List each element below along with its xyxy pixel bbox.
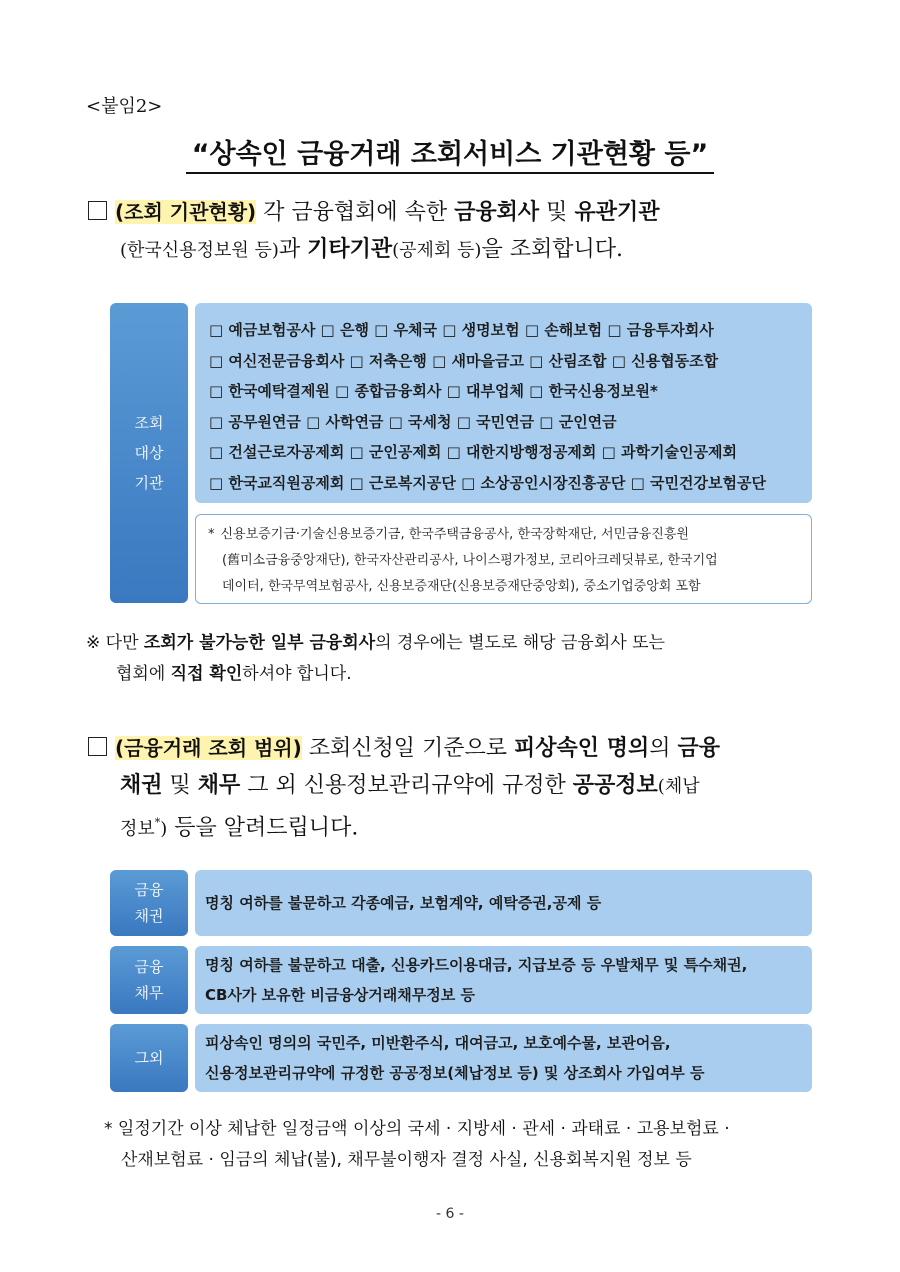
list-item: □ 예금보험공사 □ 은행 □ 우체국 □ 생명보험 □ 손해보험 □ 금융투자회사 xyxy=(209,321,714,339)
institution-note: * 신용보증기금·기술신용보증기금, 한국주택금융공사, 한국장학재단, 서민금융진흥원 (舊미소금융중앙재단), 한국자산관리공사, 나이스평가정보, 코리아크레딧뷰로, 한국기업 데이터, 한국무역보험공사, 신용보증재단(신용보증재단중앙회), 중소기업중앙회 포함 xyxy=(195,514,812,604)
section-heading: (조회 기관현황) xyxy=(115,200,257,224)
remark-note: ※ 다만 조회가 불가능한 일부 금융회사의 경우에는 별도로 해당 금융회사 또는 협회에 직접 확인하셔야 합니다. xyxy=(86,633,665,684)
footnote: * 일정기간 이상 체납한 일정금액 이상의 국세 · 지방세 · 관세 · 과태료 · 고용보험료 · 산재보험료 · 임금의 체납(불), 채무불이행자 결정 사실, 신용회복지원 정보 등 xyxy=(104,1119,730,1170)
institution-list xyxy=(195,303,812,503)
page-number: - 6 - xyxy=(436,1206,464,1222)
list-item: □ 여신전문금융회사 □ 저축은행 □ 새마을금고 □ 산림조합 □ 신용협동조합 xyxy=(209,351,719,370)
checkbox-icon xyxy=(88,201,107,220)
checkbox-icon xyxy=(88,737,107,756)
list-item: □ 한국예탁결제원 □ 종합금융회사 □ 대부업체 □ 한국신용정보원* xyxy=(209,382,658,400)
list-item: □ 건설근로자공제회 □ 군인공제회 □ 대한지방행정공제회 □ 과학기술인공제회 xyxy=(209,443,737,461)
row-label-others: 그외 xyxy=(110,1024,188,1092)
list-item: □ 한국교직원공제회 □ 근로복지공단 □ 소상공인시장진흥공단 □ 국민건강보험공단 xyxy=(209,473,766,492)
list-item: □ 공무원연금 □ 사학연금 □ 국세청 □ 국민연금 □ 군인연금 xyxy=(209,412,617,431)
section-institutions: (조회 기관현황) 각 금융협회에 속한 금융회사 및 유관기관 (한국신용정보원 등)과 기타기관(공제회 등)을 조회합니다. xyxy=(88,194,828,269)
row-label-financial-debts: 금융 채무 xyxy=(110,946,188,1014)
row-financial-claims: 명칭 여하를 불문하고 각종예금, 보험계약, 예탁증권,공제 등 xyxy=(195,870,812,936)
page-title: “상속인 금융거래 조회서비스 기관현황 등” xyxy=(0,132,900,171)
row-label-financial-claims: 금융 채권 xyxy=(110,870,188,936)
attachment-label: <붙임2> xyxy=(86,96,163,117)
institution-label: 조회 대상 기관 xyxy=(110,303,188,603)
section-scope: (금융거래 조회 범위) 조회신청일 기준으로 피상속인 명의의 금융 채권 및 채무 그 외 신용정보관리규약에 규정한 공공정보(체납 정보*) 등을 알려드립니다. xyxy=(88,730,828,847)
row-financial-debts: 명칭 여하를 불문하고 대출, 신용카드이용대금, 지급보증 등 우발채무 및 특수채권, CB사가 보유한 비금융상거래채무정보 등 xyxy=(195,946,812,1014)
section-heading: (금융거래 조회 범위) xyxy=(115,736,302,760)
row-others: 피상속인 명의의 국민주, 미반환주식, 대여금고, 보호예수물, 보관어음, 신용정보관리규약에 규정한 공공정보(체납정보 등) 및 상조회사 가입여부 등 xyxy=(195,1024,812,1092)
